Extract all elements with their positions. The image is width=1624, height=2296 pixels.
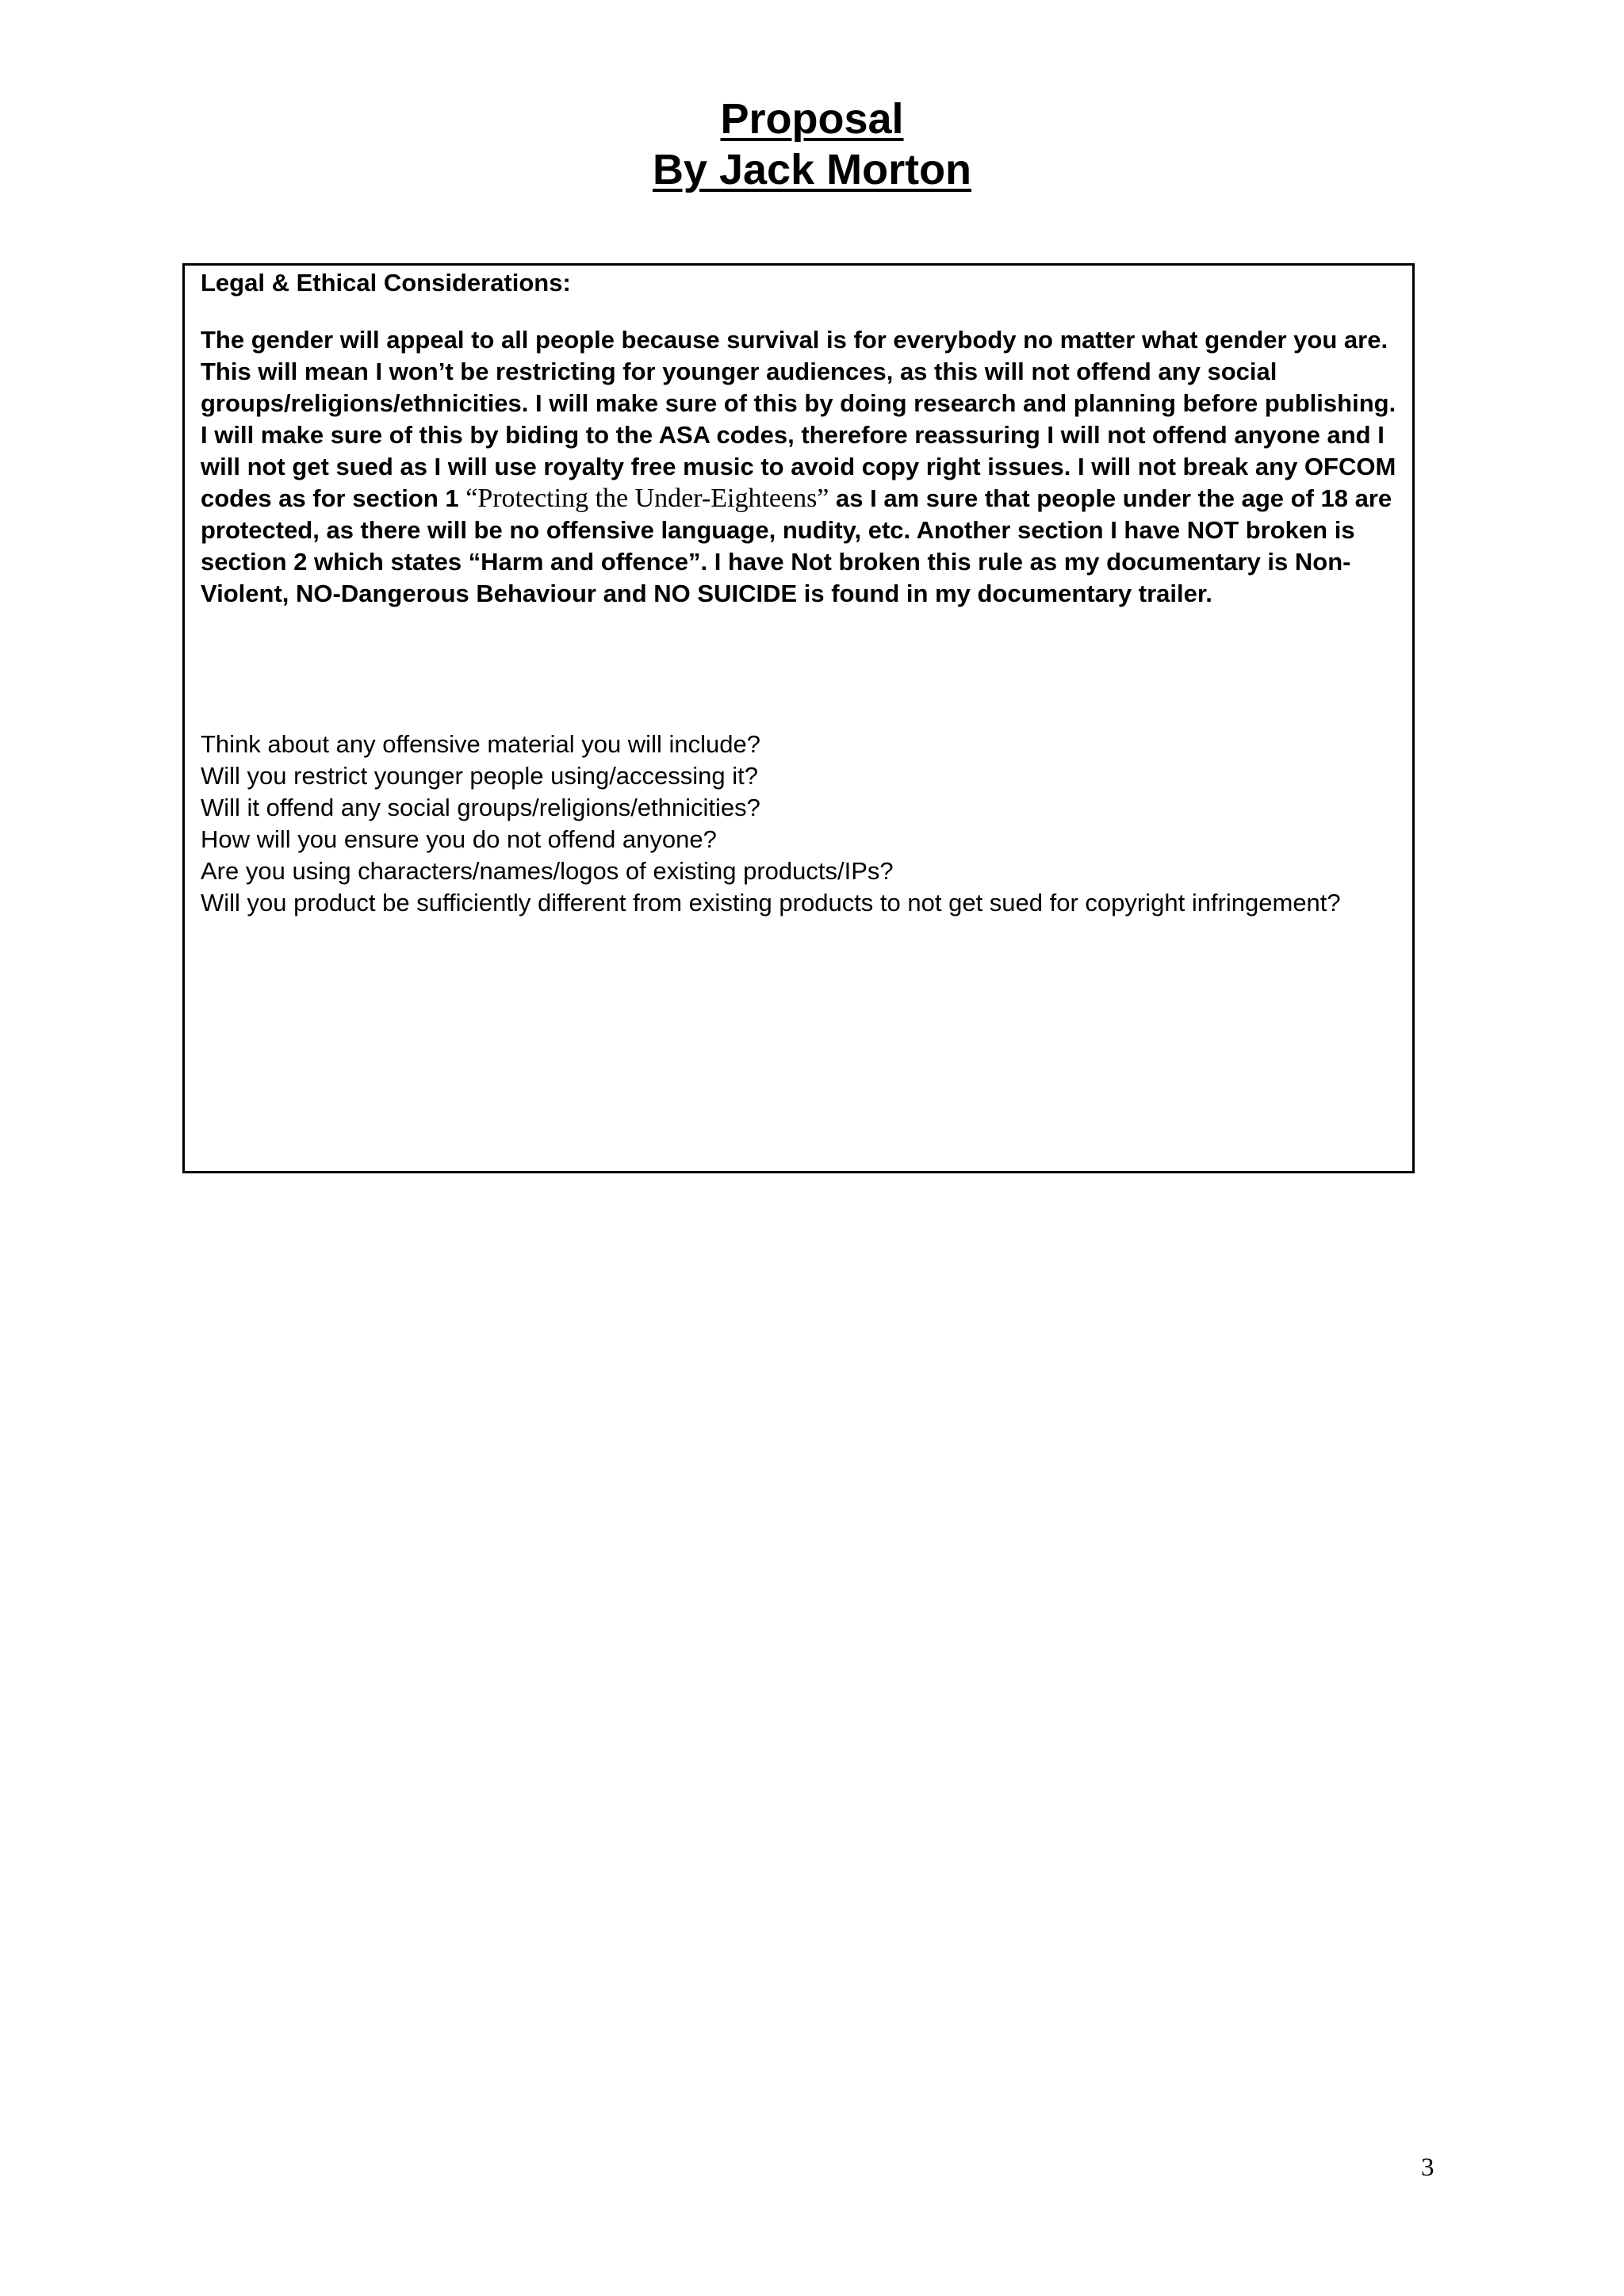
page-number: 3 [1421,2153,1434,2182]
page-title: Proposal [720,95,904,143]
answer-paragraph [201,324,1406,610]
page-subtitle-author: By Jack Morton [652,146,972,193]
prompt-item: Will you product be sufficiently different from existing products to not get sued for copyright infringement? [201,889,1341,916]
section-heading: Legal & Ethical Considerations: [201,269,571,297]
answer-quote: “Protecting the Under-Eighteens” [465,484,829,513]
considerations-box [182,263,1415,1173]
prompt-item: How will you ensure you do not offend anyone? [201,825,717,853]
prompt-item: Think about any offensive material you will include? [201,730,760,758]
prompt-item: Are you using characters/names/logos of existing products/IPs? [201,857,894,885]
answer-text-part-1: The gender will appeal to all people because survival is for everybody no matter what gender you are. This will mean I won’t be restricting for younger audiences, as this will not offend any social groups/religions/ethnicities. I will make sure of this by doing research and planning before publishing. I will make sure of this by biding to the ASA codes, therefore reassuring I will not offend anyone and I will not get sued as I will use royalty free music to avoid copy right issues. I will not break any OFCOM codes as for section 1 [201,326,1396,512]
prompt-item: Will it offend any social groups/religions/ethnicities? [201,794,760,821]
prompt-item: Will you restrict younger people using/accessing it? [201,762,759,790]
answer-text-part-2: as I am sure that people under the age of 18 are protected, as there will be no offensive language, nudity, etc. Another section I have NOT broken is section 2 which states “Harm and offence”. I have Not broken this rule as my documentary is Non-Violent, NO-Dangerous Behaviour and NO SUICIDE is found in my documentary trailer. [201,484,1392,607]
prompt-list [201,729,1406,919]
